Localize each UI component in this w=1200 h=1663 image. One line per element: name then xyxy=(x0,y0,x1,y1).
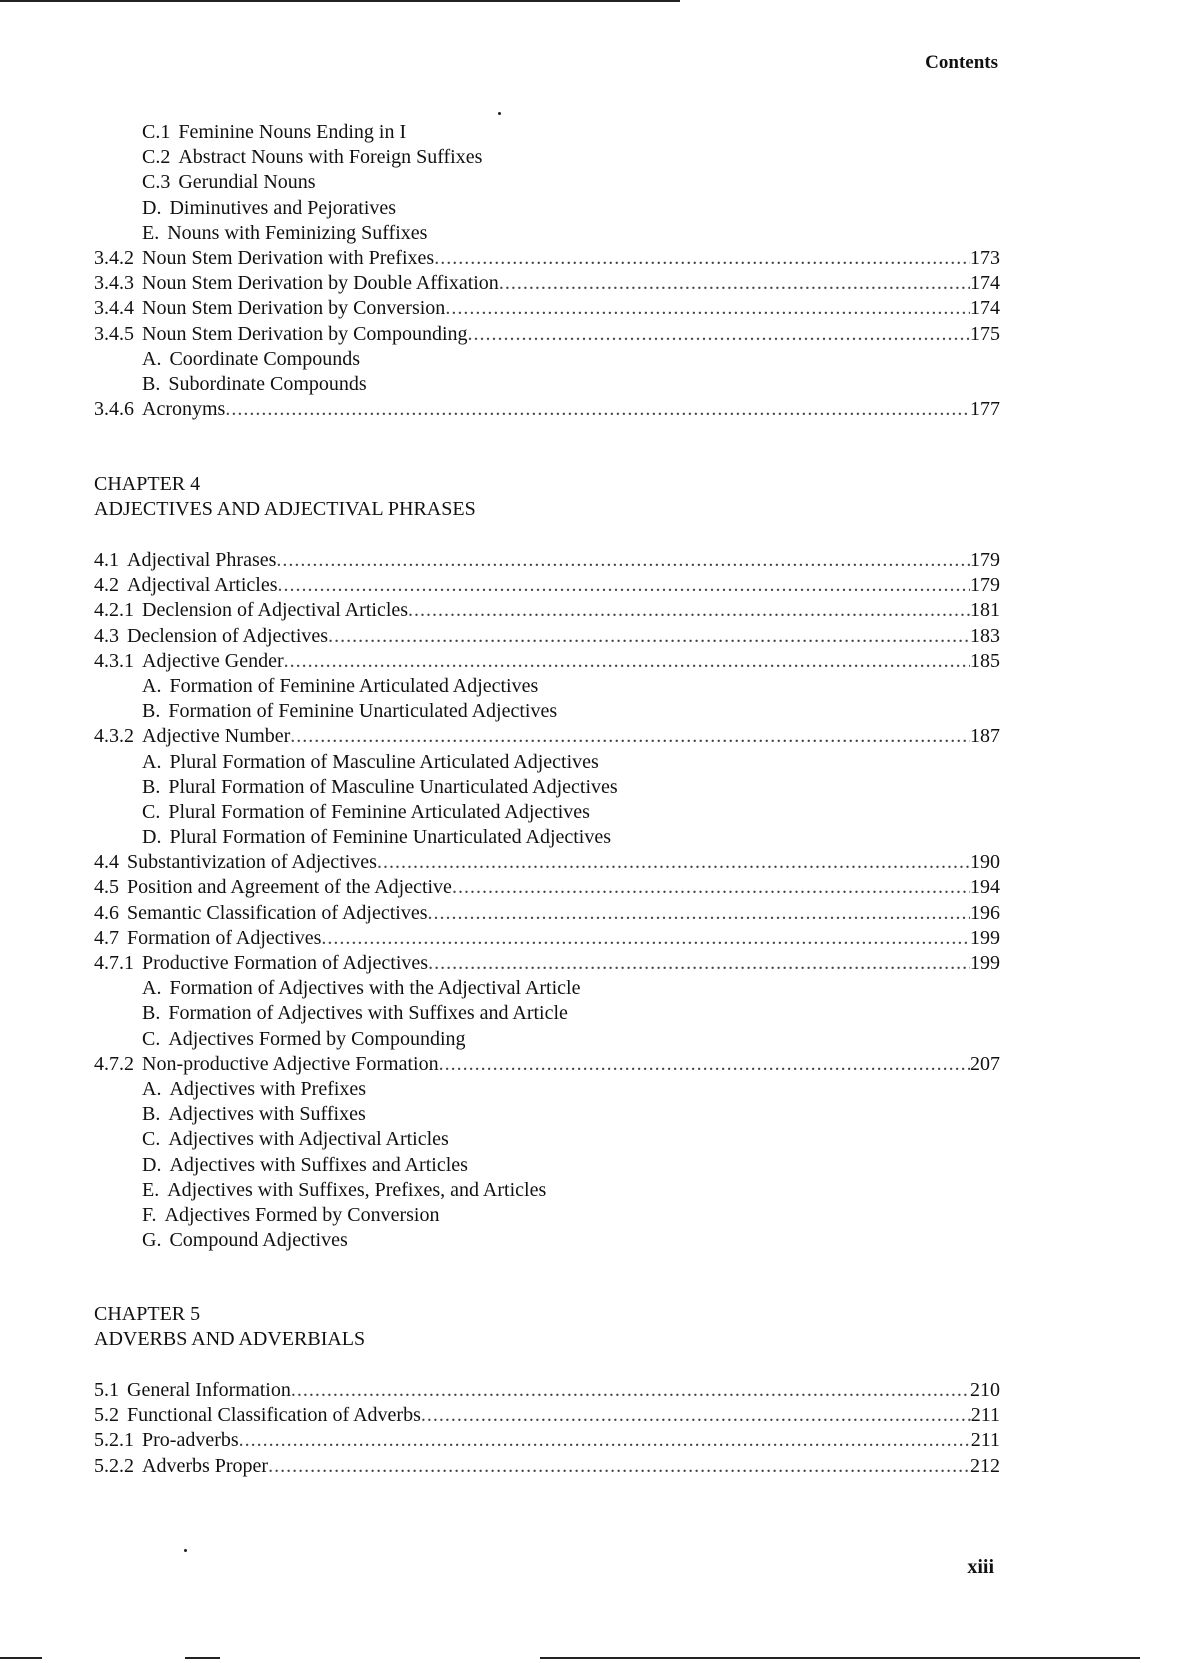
chapter-label: CHAPTER 4 xyxy=(94,473,201,495)
section-title: General Information xyxy=(127,1379,291,1401)
toc-subentry xyxy=(94,372,1000,397)
dot-leader xyxy=(239,1428,971,1453)
section-number: 3.4.2 xyxy=(94,246,134,269)
toc-entry xyxy=(94,322,1000,347)
toc-subentry xyxy=(94,221,1000,246)
toc-entry xyxy=(94,246,1000,271)
section-number: 4.2 xyxy=(94,574,119,597)
toc-entry xyxy=(94,1052,1000,1077)
section-number: 4.3 xyxy=(94,624,119,647)
toc-subentry xyxy=(94,120,1000,145)
dot-leader xyxy=(468,322,970,347)
section-title: Adjectival Phrases xyxy=(127,549,277,571)
toc-subentry xyxy=(94,775,1000,800)
section-number: 4.1 xyxy=(94,549,119,571)
toc-subentry xyxy=(94,1102,1000,1127)
subsection-letter: B. xyxy=(142,372,161,395)
toc-entry xyxy=(94,296,1000,321)
subsection-title: Subordinate Compounds xyxy=(168,372,367,395)
section-number: 4.5 xyxy=(94,876,119,899)
dot-leader xyxy=(276,548,970,573)
scan-edge-top xyxy=(0,0,680,2)
subsection-letter: C.3 xyxy=(142,171,171,194)
subsection-title: Plural Formation of Feminine Unarticulated Adjectives xyxy=(169,826,612,849)
subsection-letter: D. xyxy=(142,826,162,849)
chapter-title: ADJECTIVES AND ADJECTIVAL PHRASES xyxy=(94,498,476,521)
page-ref: 179 xyxy=(970,549,1000,571)
page-number: xiii xyxy=(967,1556,994,1578)
section-title: Adverbs Proper xyxy=(142,1454,269,1477)
subsection-letter: C.1 xyxy=(142,121,171,143)
dot-leader xyxy=(328,624,970,649)
subsection-letter: C. xyxy=(142,800,161,823)
section-title: Declension of Adjectival Articles xyxy=(142,599,409,622)
subsection-title: Plural Formation of Masculine Unarticulated Adjectives xyxy=(168,775,618,798)
toc-entry xyxy=(94,1428,1000,1453)
toc-entry xyxy=(94,1378,1000,1403)
toc-subentry xyxy=(94,750,1000,775)
subsection-letter: B. xyxy=(142,1002,161,1025)
section-number: 3.4.3 xyxy=(94,272,134,295)
toc-entry xyxy=(94,901,1000,926)
chapter-4-entries xyxy=(94,548,1000,1253)
section-title: Noun Stem Derivation with Prefixes xyxy=(142,246,435,269)
toc-subentry xyxy=(94,1077,1000,1102)
section-number: 4.7.2 xyxy=(94,1052,134,1075)
toc-subentry xyxy=(94,1001,1000,1026)
toc-subentry xyxy=(94,1228,1000,1253)
toc-entry xyxy=(94,875,1000,900)
section-number: 4.7.1 xyxy=(94,952,134,974)
dot-leader xyxy=(278,573,970,598)
subsection-title: Coordinate Compounds xyxy=(169,347,360,370)
dot-leader xyxy=(434,246,970,271)
page-ref: 187 xyxy=(970,725,1000,748)
page-ref: 173 xyxy=(970,246,1000,269)
running-header: Contents xyxy=(925,52,998,73)
toc-entry xyxy=(94,1454,1000,1479)
page-ref: 181 xyxy=(970,599,1000,622)
page-ref: 207 xyxy=(970,1052,1000,1075)
subsection-letter: A. xyxy=(142,1077,162,1100)
subsection-letter: D. xyxy=(142,1153,162,1176)
section-title: Position and Agreement of the Adjective xyxy=(127,876,452,899)
toc-section-continued xyxy=(94,120,1000,422)
section-number: 4.2.1 xyxy=(94,599,134,622)
subsection-letter: C. xyxy=(142,1128,161,1151)
section-title: Noun Stem Derivation by Double Affixation xyxy=(142,272,499,295)
section-title: Formation of Adjectives xyxy=(127,926,322,949)
chapter-title: ADVERBS AND ADVERBIALS xyxy=(94,1328,366,1351)
section-title: Noun Stem Derivation by Conversion xyxy=(142,297,446,320)
toc-entry xyxy=(94,573,1000,598)
subsection-title: Adjectives with Adjectival Articles xyxy=(168,1128,449,1151)
dot-leader xyxy=(421,1403,971,1428)
dot-leader xyxy=(439,1052,970,1077)
section-title: Pro-adverbs xyxy=(142,1429,239,1452)
subsection-letter: A. xyxy=(142,977,162,1000)
subsection-letter: G. xyxy=(142,1229,162,1252)
toc-subentry xyxy=(94,699,1000,724)
toc-entry xyxy=(94,548,1000,573)
subsection-title: Compound Adjectives xyxy=(169,1229,348,1252)
toc-subentry xyxy=(94,1127,1000,1152)
toc-subentry xyxy=(94,1178,1000,1203)
dot-leader xyxy=(321,926,970,951)
chapter-4 xyxy=(94,472,1000,522)
subsection-title: Formation of Adjectives with the Adjectival Article xyxy=(169,977,581,1000)
section-title: Functional Classification of Adverbs xyxy=(127,1404,421,1427)
toc-entry xyxy=(94,951,1000,976)
toc-entry xyxy=(94,850,1000,875)
toc-subentry xyxy=(94,1153,1000,1178)
subsection-title: Nouns with Feminizing Suffixes xyxy=(167,221,428,244)
page-ref: 199 xyxy=(970,926,1000,949)
toc-entry xyxy=(94,598,1000,623)
dot-leader xyxy=(428,951,970,976)
subsection-letter: C.2 xyxy=(142,146,171,169)
toc-subentry xyxy=(94,825,1000,850)
subsection-letter: A. xyxy=(142,674,162,697)
dot-leader xyxy=(452,875,970,900)
toc-entry xyxy=(94,624,1000,649)
page-ref: 174 xyxy=(970,272,1000,295)
subsection-letter: B. xyxy=(142,700,161,723)
subsection-letter: B. xyxy=(142,1103,161,1126)
section-title: Acronyms xyxy=(142,398,226,421)
scan-edge-bottom-mid xyxy=(185,1657,220,1659)
toc-subentry xyxy=(94,674,1000,699)
subsection-letter: E. xyxy=(142,1178,160,1201)
page-ref: 210 xyxy=(970,1379,1000,1401)
subsection-title: Feminine Nouns Ending in I xyxy=(178,121,407,143)
chapter-5 xyxy=(94,1302,1000,1352)
subsection-title: Adjectives with Suffixes xyxy=(168,1103,366,1126)
section-number: 4.3.1 xyxy=(94,649,134,672)
section-title: Adjective Gender xyxy=(142,649,284,672)
section-number: 5.2.1 xyxy=(94,1429,134,1452)
scan-edge-bottom-right xyxy=(540,1657,1140,1659)
page-ref: 211 xyxy=(970,1404,1000,1427)
subsection-title: Plural Formation of Masculine Articulated Adjectives xyxy=(169,750,599,773)
toc-subentry xyxy=(94,347,1000,372)
toc-entry xyxy=(94,397,1000,422)
page-ref: 175 xyxy=(970,322,1000,345)
page-ref: 174 xyxy=(970,297,1000,320)
page-ref: 194 xyxy=(970,876,1000,899)
page-ref: 183 xyxy=(970,624,1000,647)
toc-subentry xyxy=(94,976,1000,1001)
page-ref: 211 xyxy=(970,1429,1000,1452)
section-number: 4.7 xyxy=(94,926,119,949)
dot-leader xyxy=(499,271,970,296)
section-number: 3.4.4 xyxy=(94,297,134,320)
section-number: 4.3.2 xyxy=(94,725,134,748)
dot-leader xyxy=(377,850,970,875)
stray-mark xyxy=(184,1549,187,1552)
subsection-title: Formation of Adjectives with Suffixes and Article xyxy=(168,1002,568,1025)
dot-leader xyxy=(284,649,970,674)
section-title: Adjective Number xyxy=(142,725,291,748)
toc-entry xyxy=(94,1403,1000,1428)
section-number: 5.2.2 xyxy=(94,1454,134,1477)
section-title: Substantivization of Adjectives xyxy=(127,851,377,874)
subsection-letter: E. xyxy=(142,221,160,244)
subsection-title: Formation of Feminine Articulated Adjectives xyxy=(169,674,539,697)
dot-leader xyxy=(428,901,971,926)
section-number: 4.6 xyxy=(94,901,119,924)
subsection-title: Plural Formation of Feminine Articulated Adjectives xyxy=(168,800,590,823)
subsection-title: Adjectives Formed by Compounding xyxy=(168,1027,466,1050)
subsection-title: Adjectives with Suffixes, Prefixes, and Articles xyxy=(167,1178,547,1201)
section-title: Productive Formation of Adjectives xyxy=(142,952,429,974)
page-ref: 196 xyxy=(970,901,1000,924)
toc-entry xyxy=(94,926,1000,951)
chapter-5-entries xyxy=(94,1378,1000,1479)
section-number: 5.2 xyxy=(94,1404,119,1427)
subsection-title: Diminutives and Pejoratives xyxy=(169,196,397,219)
subsection-title: Adjectives Formed by Conversion xyxy=(164,1203,440,1226)
section-number: 3.4.6 xyxy=(94,398,134,421)
subsection-title: Adjectives with Suffixes and Articles xyxy=(169,1153,468,1176)
section-title: Non-productive Adjective Formation xyxy=(142,1052,439,1075)
subsection-title: Formation of Feminine Unarticulated Adjectives xyxy=(168,700,558,723)
chapter-label: CHAPTER 5 xyxy=(94,1303,201,1325)
toc-subentry xyxy=(94,196,1000,221)
dot-leader xyxy=(290,724,970,749)
stray-mark xyxy=(498,112,501,115)
toc-entry xyxy=(94,649,1000,674)
toc-entry xyxy=(94,724,1000,749)
section-title: Declension of Adjectives xyxy=(127,624,329,647)
page-ref: 199 xyxy=(970,952,1000,974)
page-ref: 190 xyxy=(970,851,1000,874)
subsection-letter: B. xyxy=(142,775,161,798)
scan-edge-bottom-left xyxy=(0,1657,42,1659)
dot-leader xyxy=(225,397,970,422)
toc-entry xyxy=(94,271,1000,296)
subsection-title: Gerundial Nouns xyxy=(178,171,316,194)
dot-leader xyxy=(291,1378,970,1403)
subsection-title: Abstract Nouns with Foreign Suffixes xyxy=(178,146,483,169)
section-title: Adjectival Articles xyxy=(127,574,278,597)
section-title: Semantic Classification of Adjectives xyxy=(127,901,428,924)
page-ref: 185 xyxy=(970,649,1000,672)
dot-leader xyxy=(268,1454,970,1479)
subsection-letter: C. xyxy=(142,1027,161,1050)
toc-subentry xyxy=(94,1203,1000,1228)
subsection-letter: A. xyxy=(142,750,162,773)
toc-subentry xyxy=(94,1027,1000,1052)
subsection-letter: A. xyxy=(142,347,162,370)
section-number: 3.4.5 xyxy=(94,322,134,345)
subsection-letter: D. xyxy=(142,196,162,219)
toc-subentry xyxy=(94,145,1000,170)
toc-subentry xyxy=(94,800,1000,825)
section-number: 5.1 xyxy=(94,1379,119,1401)
subsection-letter: F. xyxy=(142,1203,157,1226)
page-ref: 177 xyxy=(970,398,1000,421)
dot-leader xyxy=(408,598,970,623)
section-number: 4.4 xyxy=(94,851,119,874)
page-ref: 179 xyxy=(970,574,1000,597)
toc-subentry xyxy=(94,170,1000,195)
page-ref: 212 xyxy=(970,1454,1000,1477)
section-title: Noun Stem Derivation by Compounding xyxy=(142,322,468,345)
subsection-title: Adjectives with Prefixes xyxy=(169,1077,367,1100)
dot-leader xyxy=(445,296,970,321)
